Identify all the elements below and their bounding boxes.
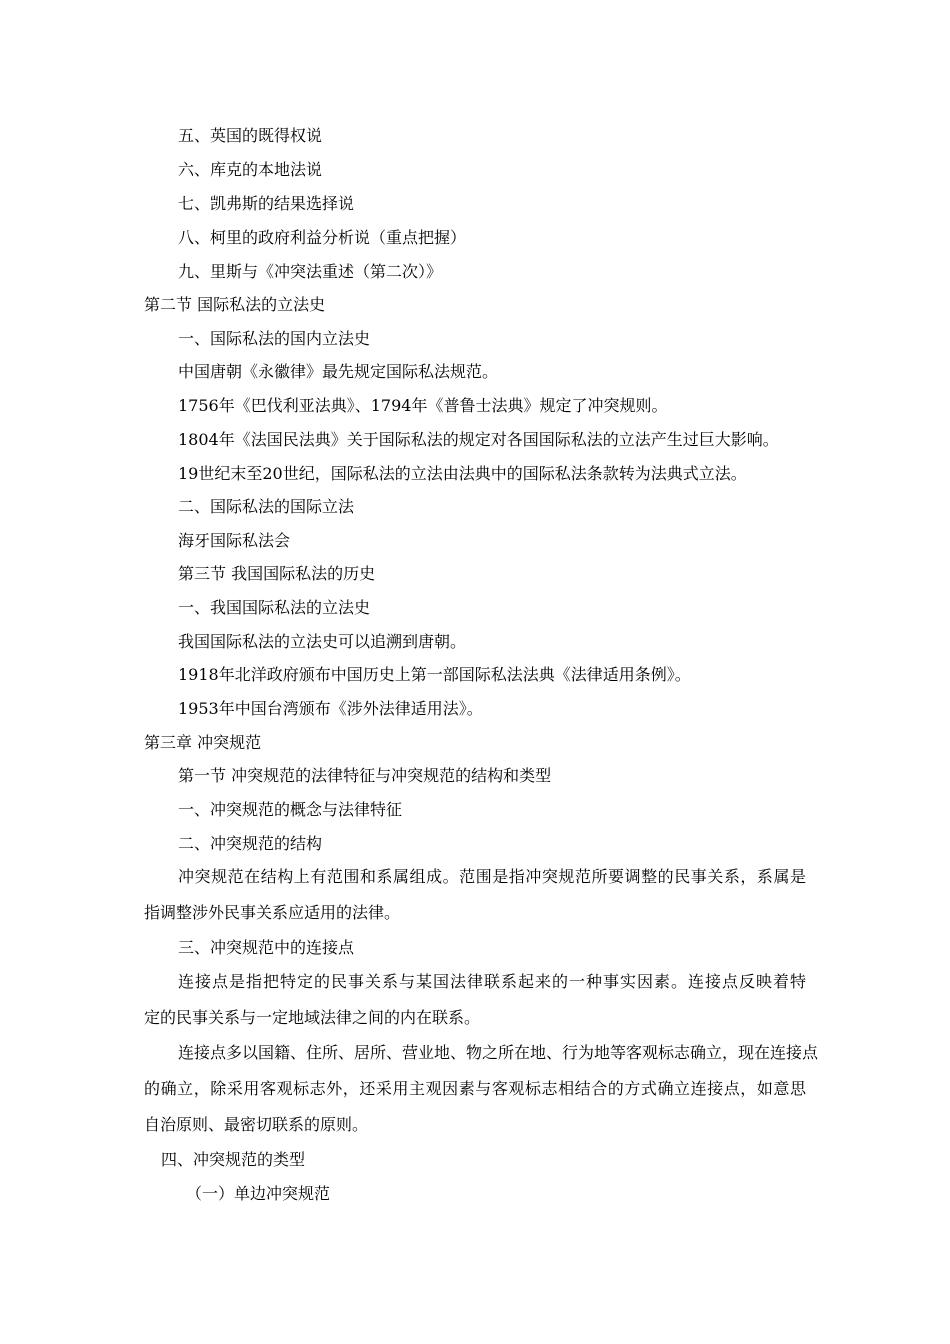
paragraph: 1953年中国台湾颁布《涉外法律适用法》。: [178, 699, 483, 718]
paragraph: 1756年《巴伐利亚法典》、1794年《普鲁士法典》规定了冲突规则。: [178, 396, 668, 415]
section-heading: 第三节 我国国际私法的历史: [178, 564, 376, 583]
chapter-heading: 第三章 冲突规范: [144, 733, 262, 752]
subsection-heading: 二、国际私法的国际立法: [178, 497, 355, 516]
paragraph: 我国国际私法的立法史可以追溯到唐朝。: [178, 632, 467, 651]
paragraph: 连接点是指把特定的民事关系与某国法律联系起来的一种事实因素。连接点反映着特: [178, 972, 806, 991]
paragraph: 自治原则、最密切联系的原则。: [144, 1115, 369, 1134]
list-item: 六、库克的本地法说: [178, 160, 323, 179]
paragraph: 1804年《法国民法典》关于国际私法的规定对各国国际私法的立法产生过巨大影响。: [178, 430, 779, 449]
subsection-heading: 一、我国国际私法的立法史: [178, 598, 371, 617]
paragraph: 海牙国际私法会: [178, 531, 291, 550]
paragraph: 19世纪末至20世纪，国际私法的立法由法典中的国际私法条款转为法典式立法。: [178, 464, 747, 483]
paragraph: 中国唐朝《永徽律》最先规定国际私法规范。: [178, 362, 499, 381]
subsection-heading: 一、冲突规范的概念与法律特征: [178, 800, 403, 819]
list-item: 五、英国的既得权说: [178, 126, 323, 145]
section-heading: 第二节 国际私法的立法史: [144, 295, 326, 314]
paragraph: 定的民事关系与一定地域法律之间的内在联系。: [144, 1008, 481, 1027]
subsection-heading: 四、冲突规范的类型: [161, 1150, 306, 1169]
paragraph: 的确立，除采用客观标志外，还采用主观因素与客观标志相结合的方式确立连接点，如意思: [144, 1079, 806, 1098]
paragraph: 连接点多以国籍、住所、居所、营业地、物之所在地、行为地等客观标志确立，现在连接点: [178, 1043, 819, 1062]
list-item: 八、柯里的政府利益分析说（重点把握）: [178, 228, 467, 247]
subsection-heading: 三、冲突规范中的连接点: [178, 938, 355, 957]
list-item: 九、里斯与《冲突法重述（第二次）》: [178, 262, 443, 281]
list-item: 七、凯弗斯的结果选择说: [178, 194, 355, 213]
paragraph: 1918年北洋政府颁布中国历史上第一部国际私法法典《法律适用条例》。: [178, 665, 691, 684]
subsection-heading: 一、国际私法的国内立法史: [178, 329, 371, 348]
paragraph: 冲突规范在结构上有范围和系属组成。范围是指冲突规范所要调整的民事关系，系属是: [178, 867, 806, 886]
section-heading: 第一节 冲突规范的法律特征与冲突规范的结构和类型: [178, 766, 552, 785]
subsection-heading: 二、冲突规范的结构: [178, 834, 323, 853]
subsection-heading: （一）单边冲突规范: [186, 1184, 331, 1203]
paragraph: 指调整涉外民事关系应适用的法律。: [144, 903, 401, 922]
